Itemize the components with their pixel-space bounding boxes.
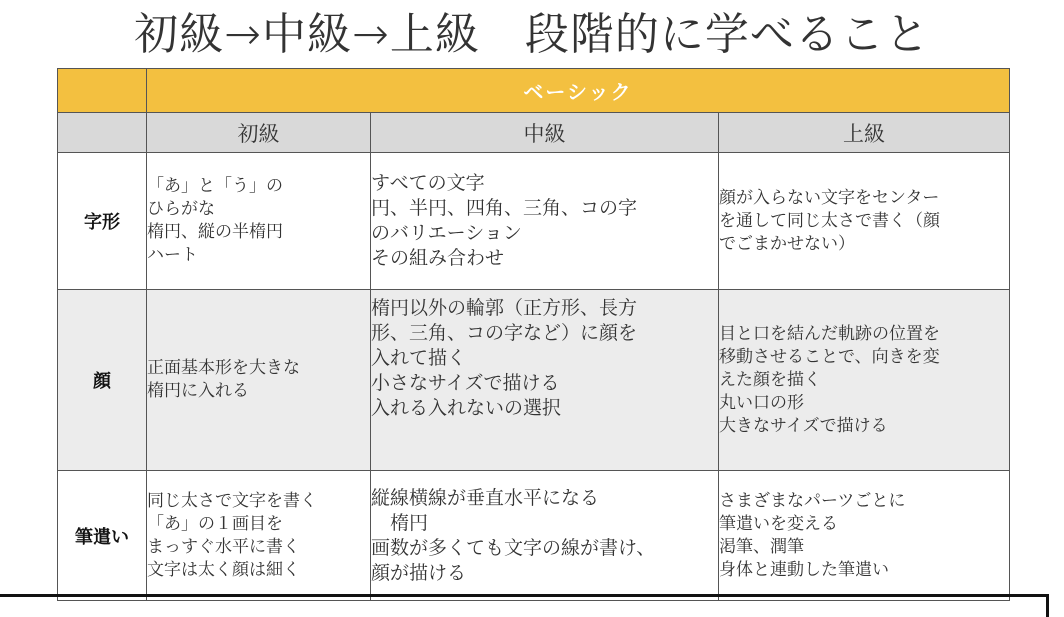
cell-fudezukai-advanced: さまざまなパーツごとに 筆遣いを変える 渇筆、潤筆 身体と連動した筆遣い <box>719 471 1010 601</box>
cell-kao-advanced: 目と口を結んだ軌跡の位置を 移動させることで、向きを変 えた顔を描く 丸い口の形 大きなサイズで描ける <box>719 290 1010 471</box>
curriculum-table <box>57 68 1010 601</box>
cell-fudezukai-beginner: 同じ太さで文字を書く 「あ」の１画目を まっすぐ水平に書く 文字は太く顔は細く <box>147 471 371 601</box>
row-header-kao: 顔 <box>58 290 147 471</box>
level-header-intermediate: 中級 <box>371 113 719 153</box>
table-row <box>58 153 1010 290</box>
row-header-jikei: 字形 <box>58 153 147 290</box>
level-corner-cell <box>58 113 147 153</box>
cell-jikei-advanced: 顔が入らない文字をセンター を通して同じ太さで書く（顔 でごまかせない） <box>719 153 1010 290</box>
page-title: 初級→中級→上級 段階的に学べること <box>134 9 930 60</box>
cell-kao-beginner: 正面基本形を大きな 楕円に入れる <box>147 290 371 471</box>
table-row <box>58 290 1010 471</box>
level-header-beginner: 初級 <box>147 113 371 153</box>
band-corner-cell <box>58 69 147 113</box>
level-header-advanced: 上級 <box>719 113 1010 153</box>
cell-jikei-intermediate: すべての文字 円、半円、四角、三角、コの字 のバリエーション その組み合わせ <box>371 153 719 290</box>
row-header-fudezukai: 筆遣い <box>58 471 147 601</box>
band-label: ベーシック <box>147 69 1010 113</box>
table-row <box>58 471 1010 601</box>
cell-fudezukai-intermediate: 縦線横線が垂直水平になる 楕円 画数が多くても文字の線が書け、 顔が描ける <box>371 471 719 601</box>
cell-jikei-beginner: 「あ」と「う」の ひらがな 楕円、縦の半楕円 ハート <box>147 153 371 290</box>
bottom-divider <box>0 594 1046 597</box>
cell-kao-intermediate: 楕円以外の輪郭（正方形、長方 形、三角、コの字など）に顔を 入れて描く 小さなサイズで描ける 入れる入れないの選択 <box>371 290 719 471</box>
level-header-row <box>58 113 1010 153</box>
right-divider <box>1046 594 1049 617</box>
band-row <box>58 69 1010 113</box>
